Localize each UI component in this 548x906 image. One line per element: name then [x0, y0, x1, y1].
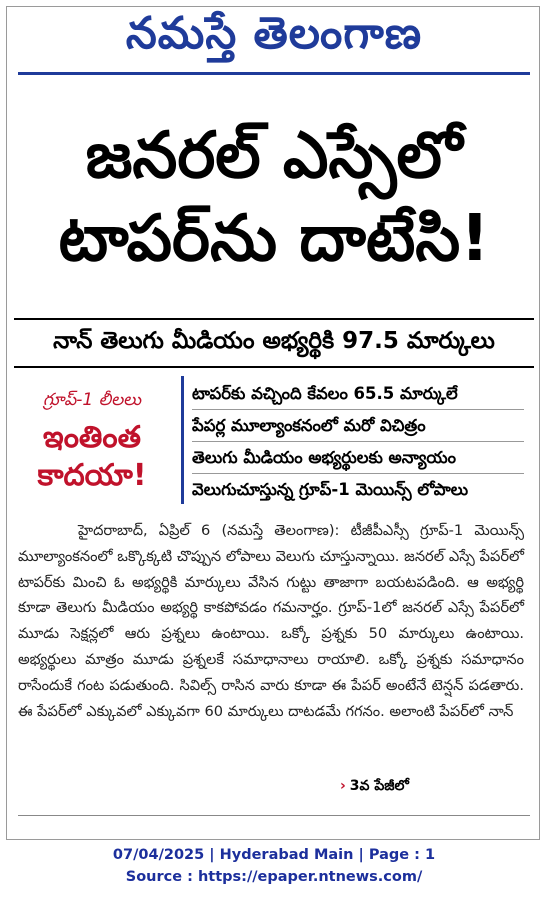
article-body — [18, 518, 524, 724]
continued-marker — [340, 778, 409, 797]
deck-separator — [181, 376, 184, 504]
article-paragraph: హైదరాబాద్, ఏప్రిల్ 6 (నమస్తే తెలంగాణ): టీజీపీఎస్సీ గ్రూప్-1 మెయిన్స్ మూల్యాంకనంలో ఒక్కొక్కటి చొప్పున లోపాలు వెలుగు చూస్తున్నాయి. జనరల్ ఎస్సే పేపర్‌లో టాపర్‌కు మించి ఓ అభ్యర్థికి మార్కులు వేసిన గుట్టు తాజాగా బయటపడింది. ఆ అభ్యర్థి కూడా తెలుగు మీడియం అభ్యర్థి కాకపోవడం గమనార్హం. గ్రూప్-1లో జనరల్ ఎస్సే పేపర్‌లో మూడు సెక్షన్లలో ఆరు ప్రశ్నలు ఉంటాయి. ఒక్కో ప్రశ్నకు 50 మార్కులు ఉంటాయి. అభ్యర్థులు మాత్రం మూడు ప్రశ్నలకే సమాధానాలు రాయాలి. ఒక్కో ప్రశ్నకు సమాధానం రాసేందుకే గంట పడుతుంది. సివిల్స్ రాసిన వారు కూడా ఈ పేపర్ అంటేనే టెన్షన్ పడతారు. ఈ పేపర్‌లో ఎక్కువలో ఎక్కువగా 60 మార్కులు దాటడమే గగనం. అలాంటి పేపర్‌లో నాన్ — [18, 522, 524, 720]
deck-item: పేపర్ల మూల్యాంకనంలో మరో విచిత్రం — [192, 410, 524, 442]
masthead-title: నమస్తే తెలంగాణ — [125, 8, 423, 59]
side-highlight-box — [18, 378, 166, 498]
headline-line-2: టాపర్‌ను దాటేసి! — [58, 202, 490, 276]
subhead: నాన్ తెలుగు మీడియం అభ్యర్థికి 97.5 మార్కులు — [53, 328, 495, 354]
chevron-right-icon: › — [340, 778, 346, 794]
headline-line-1: జనరల్ ఎస్సేలో — [85, 119, 463, 193]
deck-item: వెలుగుచూస్తున్న గ్రూప్-1 మెయిన్స్ లోపాలు — [192, 480, 469, 499]
footer-source: Source : https://epaper.ntnews.com/ — [125, 869, 423, 885]
subhead-bottom-rule — [14, 366, 534, 368]
footer-date-edition: 07/04/2025 | Hyderabad Main | Page : 1 — [112, 847, 436, 863]
side-kicker: గ్రూప్-1 లీలలు — [42, 390, 142, 410]
masthead-rule — [18, 72, 530, 75]
bottom-rule — [18, 815, 530, 816]
continued-label: 3వ పేజీలో — [349, 778, 409, 794]
side-title-line-2: కాదయా! — [37, 458, 147, 493]
deck-list — [192, 378, 524, 506]
side-title-line-1: ఇంతింత — [43, 420, 141, 455]
deck-item: టాపర్‌కు వచ్చింది కేవలం 65.5 మార్కులే — [192, 378, 524, 410]
subhead-top-rule — [14, 318, 534, 320]
deck-item: తెలుగు మీడియం అభ్యర్థులకు అన్యాయం — [192, 442, 524, 474]
